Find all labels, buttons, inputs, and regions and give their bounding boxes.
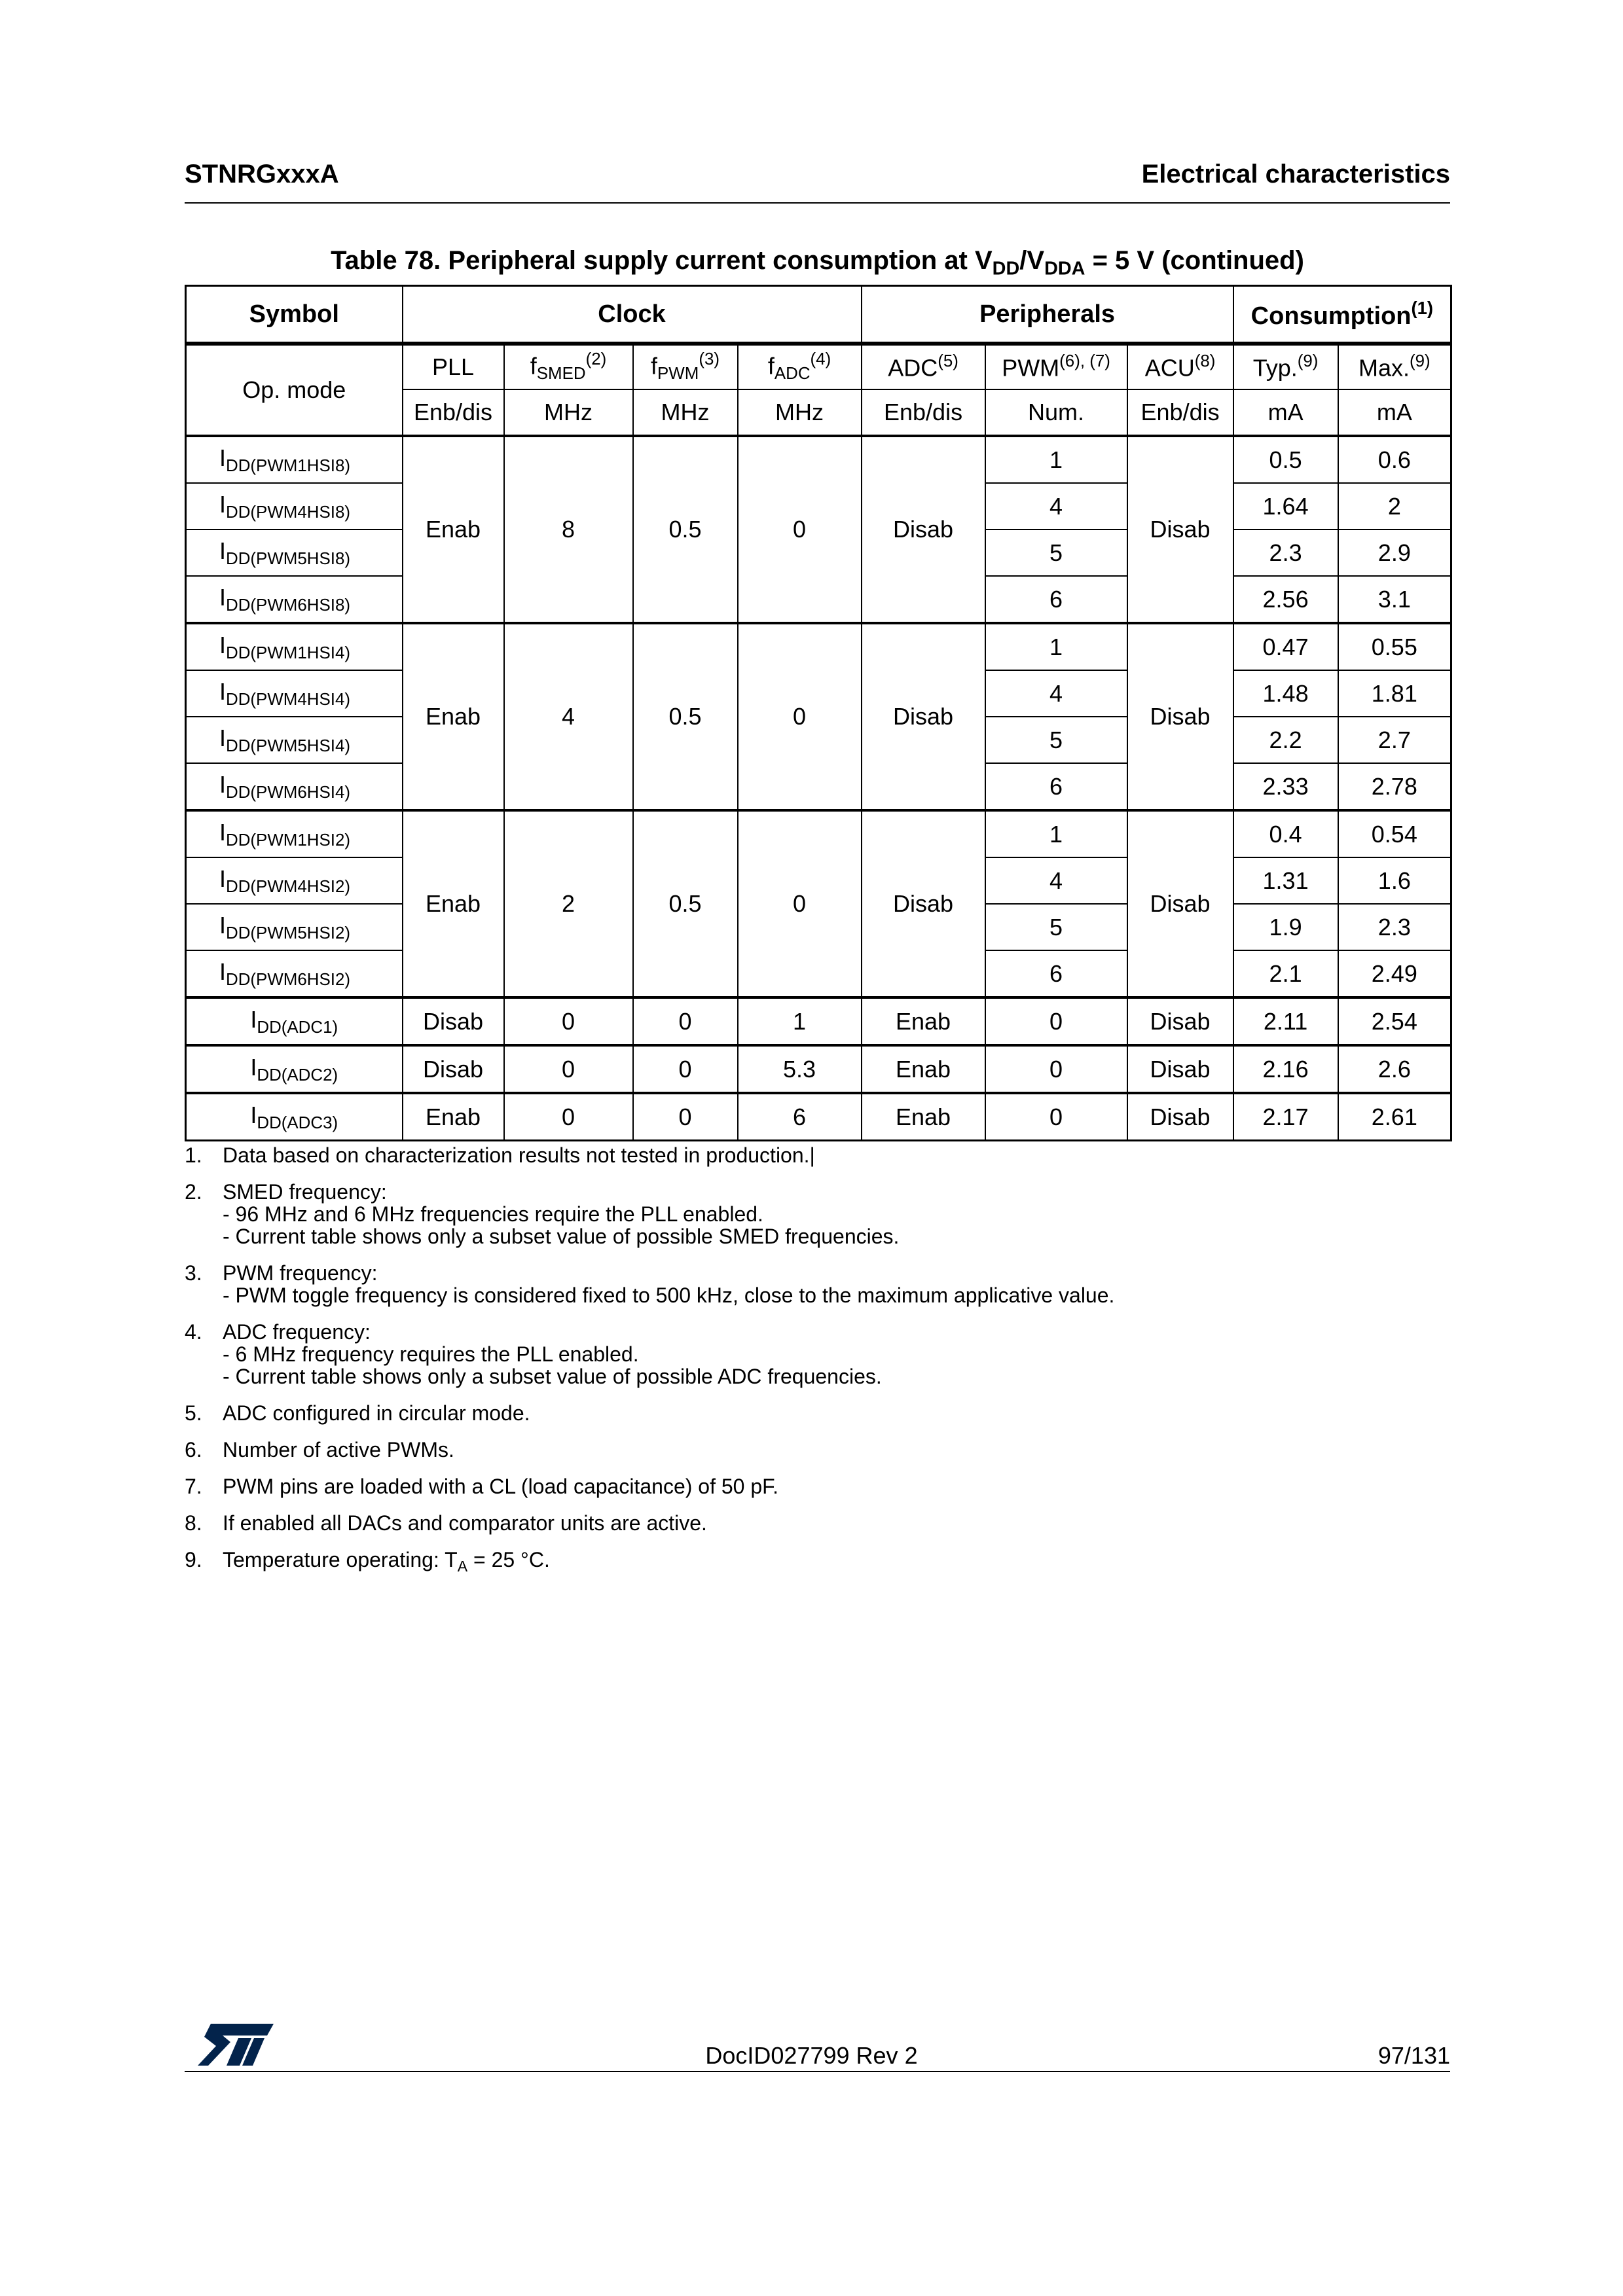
- footnote: [185, 1262, 1450, 1306]
- symbol-subscript: DD(PWM5HSI4): [226, 736, 350, 755]
- table-cell: Disab: [1127, 1045, 1233, 1093]
- footnote-ref: (4): [810, 350, 831, 369]
- table-row: [186, 810, 1451, 857]
- table-cell: 0: [504, 1045, 633, 1093]
- footnote-number: 5.: [185, 1401, 202, 1425]
- column-name: ACU: [1144, 354, 1195, 382]
- cell-fpwm: 0.5: [633, 436, 738, 623]
- footnote: [185, 1321, 1450, 1388]
- footnote-number: 3.: [185, 1261, 202, 1285]
- table-cell: 0: [633, 1093, 738, 1141]
- cell-typ: 1.9: [1233, 904, 1338, 950]
- cell-typ: 2.33: [1233, 763, 1338, 810]
- cell-pwm: 6: [985, 576, 1127, 623]
- footnote: [185, 1475, 1450, 1498]
- footnote-line: ADC frequency:: [223, 1320, 371, 1344]
- table-row: [186, 436, 1451, 483]
- table-cell: Enab: [862, 1045, 985, 1093]
- cell-fsmed: 2: [504, 810, 633, 997]
- symbol-main: I: [219, 677, 227, 705]
- footnote-text: [223, 1549, 550, 1577]
- footnote-line: - Current table shows only a subset value of possible ADC frequencies.: [223, 1365, 882, 1388]
- footer-divider: [185, 2071, 1450, 2072]
- cell-typ: 0.5: [1233, 436, 1338, 483]
- footnote-line: SMED frequency:: [223, 1180, 387, 1204]
- column-unit: mA: [1338, 389, 1451, 436]
- footnote-line: Data based on characterization results not tested in production.|: [223, 1143, 815, 1167]
- cell-pwm: 6: [985, 950, 1127, 997]
- symbol-main: I: [219, 537, 227, 564]
- cell-adc: Disab: [862, 436, 985, 623]
- caption-sub: DD: [992, 258, 1020, 279]
- column-name: ADC: [888, 354, 938, 382]
- header-divider: [185, 202, 1450, 204]
- symbol-cell: [186, 904, 403, 950]
- table-cell: 2.54: [1338, 997, 1451, 1045]
- footnote-number: 8.: [185, 1511, 202, 1535]
- table-cell: 2.11: [1233, 997, 1338, 1045]
- symbol-cell: [186, 1045, 403, 1093]
- cell-max: 2.3: [1338, 904, 1451, 950]
- table-cell: Enab: [862, 997, 985, 1045]
- cell-max: 0.54: [1338, 810, 1451, 857]
- column-name: f: [651, 352, 658, 380]
- table-row: [186, 997, 1451, 1045]
- symbol-main: I: [219, 958, 227, 985]
- footnote-number: 6.: [185, 1438, 202, 1462]
- footnote-text: [223, 1475, 778, 1498]
- cell-typ: 2.56: [1233, 576, 1338, 623]
- column-unit: MHz: [633, 389, 738, 436]
- caption-text: = 5 V (continued): [1085, 246, 1304, 275]
- cell-fpwm: 0.5: [633, 623, 738, 810]
- column-header: [1338, 344, 1451, 389]
- table-cell: 6: [738, 1093, 862, 1141]
- footnote-line: Temperature operating: $T_A = 25$ °C.: [223, 1548, 550, 1575]
- symbol-subscript: DD(ADC1): [257, 1018, 338, 1037]
- symbol-subscript: DD(PWM6HSI4): [226, 783, 350, 802]
- header-consumption: [1233, 286, 1451, 344]
- symbol-main: I: [250, 1101, 257, 1128]
- column-header: [738, 344, 862, 389]
- cell-typ: 0.47: [1233, 623, 1338, 670]
- column-header: [403, 344, 504, 389]
- footnote-ref: (5): [938, 352, 958, 371]
- cell-typ: 2.2: [1233, 717, 1338, 763]
- table-cell: 2.17: [1233, 1093, 1338, 1141]
- cell-typ: 0.4: [1233, 810, 1338, 857]
- cell-pwm: 4: [985, 670, 1127, 717]
- symbol-subscript: DD(ADC3): [257, 1113, 338, 1132]
- header-symbol: Symbol: [186, 286, 403, 344]
- cell-pwm: 1: [985, 623, 1127, 670]
- footnote-line: If enabled all DACs and comparator units are active.: [223, 1511, 707, 1535]
- symbol-main: I: [219, 490, 227, 518]
- column-name: f: [530, 352, 537, 380]
- cell-acu: Disab: [1127, 623, 1233, 810]
- header-consumption-label: Consumption: [1250, 302, 1412, 331]
- footnote-ref: (6), (7): [1059, 352, 1110, 371]
- footnote-number: 4.: [185, 1320, 202, 1344]
- footnote-text: [223, 1181, 899, 1247]
- symbol-cell: [186, 576, 403, 623]
- table-row: [186, 623, 1451, 670]
- column-unit: Enb/dis: [862, 389, 985, 436]
- cell-fpwm: 0.5: [633, 810, 738, 997]
- section-title: Electrical characteristics: [1141, 160, 1450, 188]
- footnote-line: - 96 MHz and 6 MHz frequencies require the PLL enabled.: [223, 1202, 763, 1226]
- cell-pwm: 5: [985, 904, 1127, 950]
- symbol-subscript: DD(PWM5HSI8): [226, 549, 350, 568]
- symbol-main: I: [219, 724, 227, 751]
- cell-max: 2: [1338, 483, 1451, 529]
- footnote-number: 9.: [185, 1548, 202, 1571]
- column-header: [504, 344, 633, 389]
- symbol-subscript: DD(PWM4HSI4): [226, 690, 350, 709]
- cell-max: 3.1: [1338, 576, 1451, 623]
- footnote-line: - 6 MHz frequency requires the PLL enabled.: [223, 1342, 639, 1366]
- cell-pwm: 6: [985, 763, 1127, 810]
- cell-max: 0.6: [1338, 436, 1451, 483]
- caption-text: /V: [1019, 246, 1045, 275]
- footnote-line: PWM pins are loaded with a CL (load capacitance) of 50 pF.: [223, 1475, 779, 1498]
- document-id: DocID027799 Rev 2: [705, 2042, 918, 2069]
- cell-typ: 1.48: [1233, 670, 1338, 717]
- cell-typ: 2.1: [1233, 950, 1338, 997]
- header-peripherals: Peripherals: [862, 286, 1233, 344]
- cell-fsmed: 4: [504, 623, 633, 810]
- table-cell: 0: [985, 1093, 1127, 1141]
- footnote-number: 7.: [185, 1475, 202, 1498]
- symbol-cell: [186, 763, 403, 810]
- subscript: A: [457, 1557, 468, 1575]
- symbol-cell: [186, 857, 403, 904]
- cell-pll: Enab: [403, 436, 504, 623]
- column-subscript: SMED: [536, 365, 586, 384]
- symbol-cell: [186, 950, 403, 997]
- footnote-ref: (2): [585, 350, 607, 369]
- cell-max: 2.9: [1338, 529, 1451, 576]
- table-cell: Enab: [403, 1093, 504, 1141]
- op-mode-label: Op. mode: [186, 344, 403, 436]
- footnote-line: ADC configured in circular mode.: [223, 1401, 530, 1425]
- table-cell: 0: [633, 1045, 738, 1093]
- symbol-subscript: DD(ADC2): [257, 1066, 338, 1085]
- symbol-cell: [186, 997, 403, 1045]
- symbol-cell: [186, 529, 403, 576]
- cell-max: 1.6: [1338, 857, 1451, 904]
- cell-pll: Enab: [403, 623, 504, 810]
- table-cell: 0: [985, 1045, 1127, 1093]
- symbol-cell: [186, 436, 403, 483]
- table-cell: Disab: [403, 1045, 504, 1093]
- footnote: [185, 1402, 1450, 1424]
- footnotes: [185, 1144, 1450, 1592]
- cell-pll: Enab: [403, 810, 504, 997]
- column-unit: mA: [1233, 389, 1338, 436]
- cell-pwm: 5: [985, 529, 1127, 576]
- footnote-text: [223, 1321, 882, 1388]
- footnote: [185, 1549, 1450, 1577]
- symbol-main: I: [219, 583, 227, 611]
- footnote-line: - Current table shows only a subset value of possible SMED frequencies.: [223, 1225, 900, 1248]
- cell-typ: 1.31: [1233, 857, 1338, 904]
- symbol-cell: [186, 623, 403, 670]
- cell-acu: Disab: [1127, 436, 1233, 623]
- table-cell: 0: [504, 997, 633, 1045]
- footnote: [185, 1144, 1450, 1166]
- symbol-subscript: DD(PWM6HSI2): [226, 970, 350, 989]
- symbol-subscript: DD(PWM1HSI4): [226, 643, 350, 662]
- footnote-ref: (9): [1297, 352, 1319, 371]
- cell-pwm: 5: [985, 717, 1127, 763]
- symbol-subscript: DD(PWM1HSI2): [226, 831, 350, 850]
- footnote-text: [223, 1144, 815, 1166]
- footnote-ref: (1): [1411, 297, 1433, 318]
- column-subscript: PWM: [657, 365, 699, 384]
- cell-adc: Disab: [862, 810, 985, 997]
- cell-fadc: 0: [738, 810, 862, 997]
- symbol-cell: [186, 717, 403, 763]
- cell-max: 2.78: [1338, 763, 1451, 810]
- caption-text: Table 78. Peripheral supply current consumption at V: [331, 246, 993, 275]
- footnote-ref: (9): [1410, 352, 1431, 371]
- symbol-main: I: [219, 444, 227, 471]
- table-cell: 2.61: [1338, 1093, 1451, 1141]
- footnote-ref: (8): [1194, 352, 1216, 371]
- cell-pwm: 1: [985, 436, 1127, 483]
- table-cell: 0: [504, 1093, 633, 1141]
- symbol-main: I: [219, 631, 227, 658]
- footnote-line: Number of active PWMs.: [223, 1438, 454, 1462]
- symbol-subscript: DD(PWM4HSI2): [226, 877, 350, 896]
- header-clock: Clock: [403, 286, 862, 344]
- column-unit: MHz: [738, 389, 862, 436]
- column-subscript: ADC: [774, 365, 811, 384]
- symbol-subscript: DD(PWM1HSI8): [226, 456, 350, 475]
- table-cell: 0: [985, 997, 1127, 1045]
- cell-max: 0.55: [1338, 623, 1451, 670]
- caption-sub: DDA: [1044, 258, 1085, 279]
- footnote-text: [223, 1512, 707, 1534]
- cell-adc: Disab: [862, 623, 985, 810]
- column-header: [1233, 344, 1338, 389]
- symbol-main: I: [219, 770, 227, 798]
- table-cell: 0: [633, 997, 738, 1045]
- cell-fadc: 0: [738, 623, 862, 810]
- symbol-subscript: DD(PWM6HSI8): [226, 596, 350, 615]
- column-header: [985, 344, 1127, 389]
- page-number: 97/131: [1377, 2042, 1450, 2069]
- cell-max: 2.49: [1338, 950, 1451, 997]
- symbol-subscript: DD(PWM5HSI2): [226, 924, 350, 942]
- document-product-name: STNRGxxxA: [185, 160, 339, 188]
- footnote: [185, 1439, 1450, 1461]
- column-unit: MHz: [504, 389, 633, 436]
- footnote-ref: (3): [699, 350, 720, 369]
- footnote-number: 2.: [185, 1180, 202, 1204]
- table-cell: 2.16: [1233, 1045, 1338, 1093]
- table-row: [186, 1045, 1451, 1093]
- footnote-text: [223, 1402, 530, 1424]
- footnote-line: - PWM toggle frequency is considered fixed to 500 kHz, close to the maximum applicative value.: [223, 1283, 1115, 1307]
- cell-fsmed: 8: [504, 436, 633, 623]
- symbol-cell: [186, 810, 403, 857]
- table-cell: 2.6: [1338, 1045, 1451, 1093]
- cell-max: 1.81: [1338, 670, 1451, 717]
- column-name: PWM: [1002, 354, 1060, 382]
- cell-acu: Disab: [1127, 810, 1233, 997]
- table-cell: Enab: [862, 1093, 985, 1141]
- table-cell: Disab: [403, 997, 504, 1045]
- column-header: [633, 344, 738, 389]
- cell-pwm: 4: [985, 483, 1127, 529]
- table-cell: 5.3: [738, 1045, 862, 1093]
- symbol-cell: [186, 483, 403, 529]
- cell-typ: 1.64: [1233, 483, 1338, 529]
- table-cell: Disab: [1127, 1093, 1233, 1141]
- table-cell: Disab: [1127, 997, 1233, 1045]
- column-unit: Enb/dis: [403, 389, 504, 436]
- column-name: Typ.: [1252, 354, 1298, 382]
- footnote-text: [223, 1439, 454, 1461]
- column-header: [1127, 344, 1233, 389]
- footnote-line: PWM frequency:: [223, 1261, 378, 1285]
- cell-pwm: 1: [985, 810, 1127, 857]
- cell-pwm: 4: [985, 857, 1127, 904]
- symbol-main: I: [219, 865, 227, 892]
- symbol-main: I: [219, 818, 227, 846]
- cell-max: 2.7: [1338, 717, 1451, 763]
- column-unit: Num.: [985, 389, 1127, 436]
- footnote: [185, 1181, 1450, 1247]
- footnote: [185, 1512, 1450, 1534]
- symbol-cell: [186, 670, 403, 717]
- column-unit: Enb/dis: [1127, 389, 1233, 436]
- symbol-cell: [186, 1093, 403, 1141]
- column-header: [862, 344, 985, 389]
- footnote-text: [223, 1262, 1114, 1306]
- table-cell: 1: [738, 997, 862, 1045]
- symbol-main: I: [250, 1005, 257, 1033]
- symbol-main: I: [250, 1053, 257, 1081]
- table-caption: [185, 246, 1450, 280]
- column-name: Max.: [1358, 354, 1410, 382]
- column-name: PLL: [431, 353, 475, 380]
- column-name: f: [767, 352, 775, 380]
- table-row: [186, 1093, 1451, 1141]
- symbol-main: I: [219, 911, 227, 939]
- footnote-number: 1.: [185, 1143, 202, 1167]
- symbol-subscript: DD(PWM4HSI8): [226, 503, 350, 522]
- cell-fadc: 0: [738, 436, 862, 623]
- consumption-table: [185, 285, 1452, 1141]
- cell-typ: 2.3: [1233, 529, 1338, 576]
